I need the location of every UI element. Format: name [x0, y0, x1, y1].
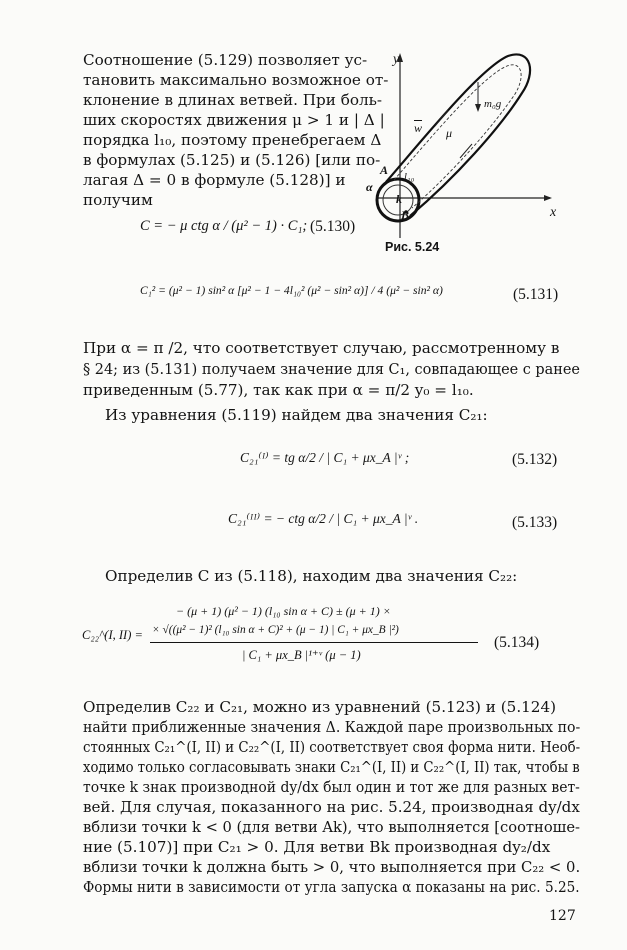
eq-5-132-formula: C₂₁⁽ᴵ⁾ = tg α/2 / | C₁ + μx_A |ᵛ ; [240, 450, 410, 465]
figure-caption: Рис. 5.24 [385, 240, 440, 254]
eq-5-132-number: (5.132) [512, 451, 558, 468]
para2-line-1: При α = π /2, что соответствует случаю, рассмотренному в [83, 339, 560, 357]
intro-line-8: получим [83, 191, 153, 209]
final-line-7: вблизи точки k < 0 (для ветви Ak), что выполняется [соотноше- [83, 818, 580, 836]
eq-5-134-numerator-1: − (μ + 1) (μ² − 1) (l₁₀ sin α + C) ± (μ + 1) × [176, 604, 391, 618]
label-mog: m₀g [484, 98, 502, 110]
eq-5-134-denominator: | C₁ + μx_B |¹⁺ᵛ (μ − 1) [242, 648, 361, 662]
label-a: A [380, 163, 389, 177]
para2-line-2: § 24; из (5.131) получаем значение для C₁, совпадающее с ранее [83, 360, 580, 378]
final-line-8: ние (5.107)] при C₂₁ > 0. Для ветви Bk производная dy₂/dx [83, 838, 551, 856]
final-line-2: найти приближенные значения Δ. Каждой паре произвольных по- [83, 718, 581, 736]
intro-line-4: ших скоростях движения μ > 1 и | Δ | [83, 111, 385, 129]
label-x: x [550, 205, 557, 220]
final-line-6: вей. Для случая, показанного на рис. 5.24, производная dy/dx [83, 798, 580, 816]
para4-line: Определив C из (5.118), находим два значения C₂₂: [105, 567, 518, 585]
eq-5-134-numerator-2: × √((μ² − 1)² (l₁₀ sin α + C)² + (μ − 1) | C₁ + μx_B |²) [152, 624, 399, 636]
final-line-10: Формы нити в зависимости от угла запуска α показаны на рис. 5.25. [83, 878, 580, 896]
final-line-1: Определив C₂₂ и C₂₁, можно из уравнений (5.123) и (5.124) [83, 698, 557, 716]
x-axis-arrow [544, 195, 552, 201]
thread-loop [386, 54, 530, 216]
mu-arrow [460, 144, 472, 158]
label-w: $\overline{w}$ [414, 121, 423, 135]
final-line-9: вблизи точки k должна быть > 0, что выполняется при C₂₂ < 0. [83, 858, 581, 876]
label-mu: μ [446, 126, 453, 140]
label-alpha: α [366, 180, 373, 194]
para2-line-3: приведенным (5.77), так как при α = π/2 y₀ = l₁₀. [83, 381, 474, 399]
label-y: y [393, 52, 400, 67]
mog-arrowhead [475, 104, 481, 112]
eq-5-130-formula: C = − μ ctg α / (μ² − 1) · C₁; [140, 218, 308, 234]
eq-5-133-number: (5.133) [512, 514, 558, 531]
intro-line-6: в формулах (5.125) и (5.126) [или по- [83, 151, 381, 169]
eq-5-130-number: (5.130) [310, 218, 356, 235]
intro-line-2: тановить максимально возможное от- [83, 71, 389, 89]
final-line-3: стоянных C₂₁^(I, II) и C₂₂^(I, II) соответствует своя форма нити. Необ- [83, 738, 581, 756]
eq-5-134-number: (5.134) [494, 634, 540, 651]
label-k: k [396, 192, 402, 206]
intro-line-1: Соотношение (5.129) позволяет ус- [83, 51, 368, 69]
final-line-4: ходимо только согласовывать знаки C₂₁^(I, II) и C₂₂^(I, II) так, чтобы в [83, 758, 580, 776]
eq-5-134-fraction-bar [150, 642, 478, 643]
w-arrow [435, 110, 448, 126]
figure-5-24 [360, 48, 570, 248]
eq-5-131-number: (5.131) [513, 286, 559, 303]
para3-line: Из уравнения (5.119) найдем два значения C₂₁: [105, 406, 488, 424]
eq-5-133-formula: C₂₁⁽ᴵᴵ⁾ = − ctg α/2 / | C₁ + μx_A |ᵛ . [228, 511, 419, 526]
label-l10: l₁₀ [404, 172, 415, 183]
intro-line-3: клонение в длинах ветвей. При боль- [83, 91, 383, 109]
eq-5-131-formula: C₁² = (μ² − 1) sin² α [μ² − 1 − 4l₁₀² (μ² − sin² α)] / 4 (μ² − sin² α) [140, 284, 443, 297]
eq-5-134-lhs: C₂₂^(I, II) = [82, 628, 143, 642]
intro-line-5: порядка l₁₀, поэтому пренебрегаем Δ [83, 131, 382, 149]
intro-line-7: лагая Δ = 0 в формуле (5.128)] и [83, 171, 346, 189]
final-line-5: точке k знак производной dy/dx был один и тот же для разных вет- [83, 778, 580, 796]
label-b: B [401, 208, 410, 222]
page-number: 127 [549, 908, 576, 924]
